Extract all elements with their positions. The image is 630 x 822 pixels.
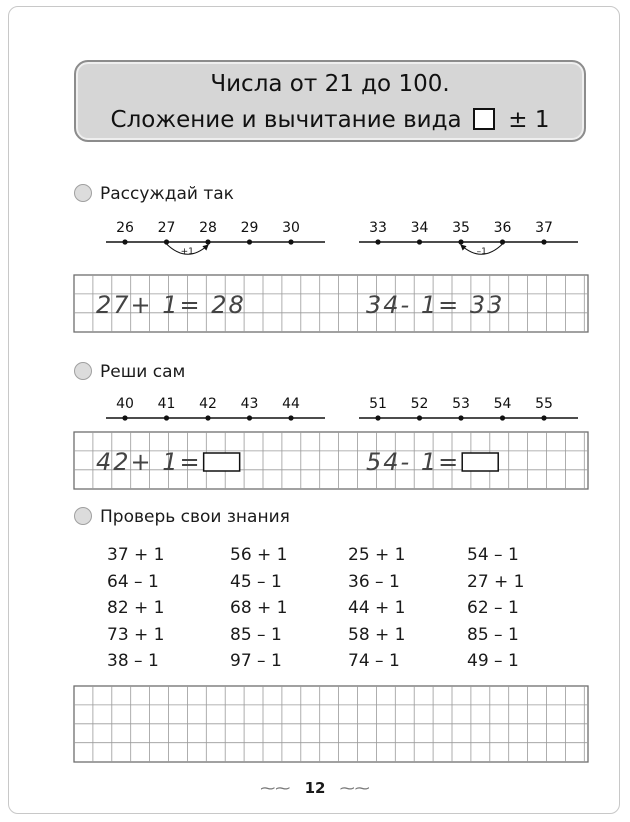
exercise-item: 38 – 1 [107, 651, 159, 671]
jump-arrow-label: +1 [180, 247, 194, 257]
exercise-column-2 [230, 542, 288, 675]
number-line-label: 51 [369, 396, 387, 412]
exercise-item: 85 – 1 [230, 624, 282, 645]
number-line-label: 29 [240, 220, 259, 236]
number-line-label: 44 [282, 396, 300, 412]
page-number-value: 12 [304, 779, 326, 797]
number-line-solve_left [106, 396, 325, 421]
page-number [0, 779, 630, 797]
number-line-reason_right [359, 220, 578, 257]
number-line-label: 53 [452, 396, 470, 412]
number-line-label: 41 [157, 396, 176, 412]
number-line-label: 34 [410, 220, 429, 236]
grid-box-check [74, 686, 588, 762]
exercise-item: 73 + 1 [107, 624, 165, 645]
number-line-label: 52 [410, 396, 429, 412]
exercise-column-1 [107, 542, 165, 675]
number-line-point [122, 415, 127, 420]
number-line-label: 40 [116, 396, 134, 412]
exercise-column-4 [467, 542, 525, 675]
number-line-point [541, 239, 546, 244]
number-line-label: 43 [240, 396, 259, 412]
exercise-item: 74 – 1 [348, 651, 400, 671]
exercise-item: 64 – 1 [107, 571, 159, 592]
number-line-label: 26 [116, 220, 134, 236]
number-line-label: 35 [452, 220, 470, 236]
left-tilde-ornament: ⁓⁓ [260, 779, 305, 797]
number-line-label: 55 [535, 396, 553, 412]
number-line-point [288, 239, 293, 244]
number-line-point [458, 239, 463, 244]
number-line-point [375, 239, 380, 244]
exercise-item: 54 – 1 [467, 545, 519, 565]
number-line-point [417, 415, 422, 420]
number-line-point [541, 415, 546, 420]
number-line-point [458, 415, 463, 420]
number-line-point [500, 239, 505, 244]
answer-box-icon [462, 453, 498, 471]
exercise-item: 44 + 1 [348, 598, 406, 618]
exercise-item: 25 + 1 [348, 545, 406, 565]
exercise-item: 68 + 1 [230, 598, 288, 618]
jump-arrow-label: –1 [476, 247, 487, 257]
exercise-item: 58 + 1 [348, 624, 406, 645]
exercise-item: 27 + 1 [467, 571, 525, 592]
number-line-point [205, 415, 210, 420]
title-line-1: Числа от 21 до 100. [210, 71, 450, 97]
number-line-point [288, 415, 293, 420]
number-line-label: 27 [157, 220, 176, 236]
handwritten-ex2-left: 42+ 1= [96, 448, 202, 476]
number-line-solve_right [359, 396, 578, 421]
number-line-label: 42 [199, 396, 217, 412]
handwritten-ex2-right: 54- 1= [366, 448, 461, 476]
section-solve-label: Реши сам [100, 362, 186, 382]
right-tilde-ornament: ⁓⁓ [325, 779, 370, 797]
number-line-reason_left [106, 220, 325, 257]
title-line-2-text: Сложение и вычитание вида [110, 107, 462, 133]
exercise-item: 62 – 1 [467, 598, 519, 618]
number-line-point [500, 415, 505, 420]
number-line-point [122, 239, 127, 244]
exercise-item: 85 – 1 [467, 624, 519, 645]
number-line-point [417, 239, 422, 244]
number-line-label: 28 [199, 220, 217, 236]
number-line-label: 36 [493, 220, 512, 236]
exercise-item: 56 + 1 [230, 545, 288, 565]
exercise-item: 82 + 1 [107, 598, 165, 618]
exercise-item: 36 – 1 [348, 571, 400, 592]
number-line-label: 37 [535, 220, 553, 236]
number-line-point [247, 415, 252, 420]
number-line-point [164, 239, 169, 244]
exercise-item: 37 + 1 [107, 545, 165, 565]
handwritten-ex1-left: 27+ 1= 28 [96, 291, 246, 319]
number-line-point [375, 415, 380, 420]
number-line-point [205, 239, 210, 244]
exercise-item: 97 – 1 [230, 651, 282, 671]
number-line-point [164, 415, 169, 420]
number-line-label: 54 [493, 396, 512, 412]
number-line-point [247, 239, 252, 244]
handwritten-ex1-right: 34- 1= 33 [366, 291, 505, 319]
exercise-column-3 [348, 542, 406, 675]
section-check-label: Проверь свои знания [100, 507, 290, 527]
exercise-item: 49 – 1 [467, 651, 519, 671]
title-line-2-suffix: ± 1 [508, 107, 550, 133]
answer-box-icon [204, 453, 240, 471]
number-line-label: 30 [282, 220, 300, 236]
exercise-item: 45 – 1 [230, 571, 282, 592]
section-reason-label: Рассуждай так [100, 184, 234, 204]
number-line-label: 33 [369, 220, 387, 236]
